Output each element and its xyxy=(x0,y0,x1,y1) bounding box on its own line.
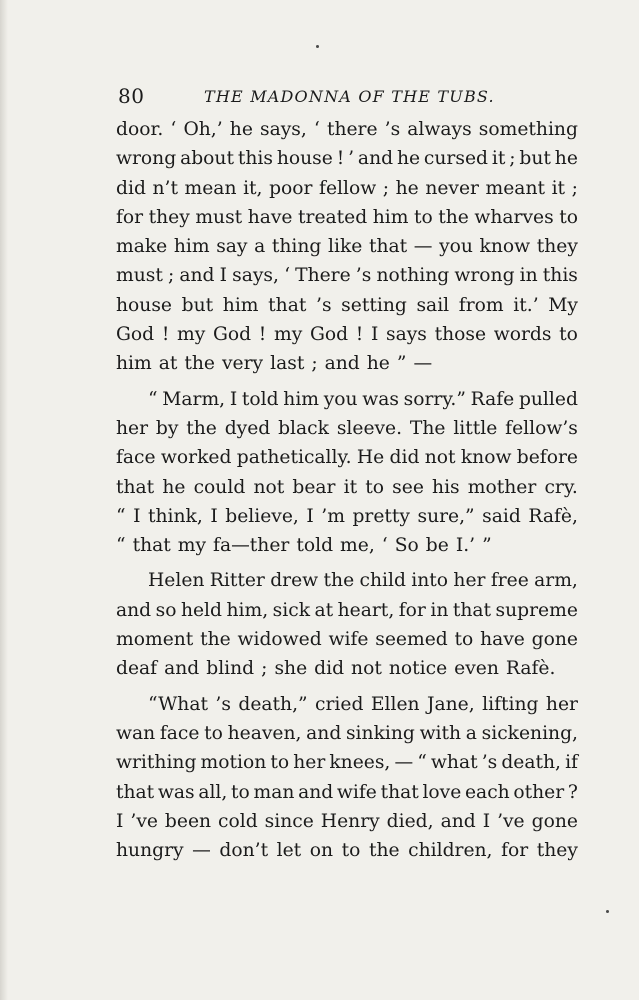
text-line: must ; and I says, ‘ There ’s nothing wrong in this xyxy=(116,265,578,287)
text-line: I ’ve been cold since Henry died, and I ’ve gone xyxy=(116,810,578,832)
text-line: door. ‘ Oh,’ he says, ‘ there ’s always something xyxy=(116,119,578,140)
text-line: moment the widowed wife seemed to have gone xyxy=(116,629,578,651)
page-number: 80 xyxy=(118,84,145,108)
text-line: her by the dyed black sleeve. The little fellow’s xyxy=(116,417,578,439)
body-text xyxy=(116,115,578,865)
text-line: make him say a thing like that — you know they xyxy=(116,236,578,258)
ink-speck xyxy=(316,45,319,48)
text-line: face worked pathetically. He did not know before xyxy=(116,447,578,469)
text-line: hungry — don’t let on to the children, for they xyxy=(116,840,578,862)
text-line: “ Marm, I told him you was sorry.” Rafe pulled xyxy=(148,388,578,410)
text-line: that was all, to man and wife that love each other ? xyxy=(116,781,578,803)
text-line: “ that my fa—ther told me, ‘ So be I.’ ” xyxy=(116,535,492,557)
text-line: “ I think, I believe, I ’m pretty sure,” said Rafè, xyxy=(116,505,578,527)
ink-speck xyxy=(606,910,609,913)
text-line: Helen Ritter drew the child into her free arm, xyxy=(148,570,578,592)
page-header xyxy=(118,84,518,112)
running-title: THE MADONNA OF THE TUBS. xyxy=(204,87,495,106)
text-line: deaf and blind ; she did not notice even Rafè. xyxy=(116,658,556,680)
text-line: God ! my God ! my God ! I says those words to xyxy=(116,324,578,346)
text-line: house but him that ’s setting sail from it.’ My xyxy=(116,294,578,316)
text-line: did n’t mean it, poor fellow ; he never meant it ; xyxy=(116,177,578,199)
text-line: that he could not bear it to see his mother cry. xyxy=(116,476,578,498)
text-line: him at the very last ; and he ” — xyxy=(116,353,433,375)
text-line: and so held him, sick at heart, for in that supreme xyxy=(116,599,578,621)
text-line: “What ’s death,” cried Ellen Jane, lifting her xyxy=(148,693,578,715)
text-line: wrong about this house ! ’ and he cursed it ; but he xyxy=(116,148,578,170)
text-line: writhing motion to her knees, — “ what ’s death, if xyxy=(116,752,578,774)
page-edge-shadow xyxy=(0,0,8,1000)
text-line: wan face to heaven, and sinking with a sickening, xyxy=(116,722,578,744)
text-line: for they must have treated him to the wharves to xyxy=(116,206,578,228)
